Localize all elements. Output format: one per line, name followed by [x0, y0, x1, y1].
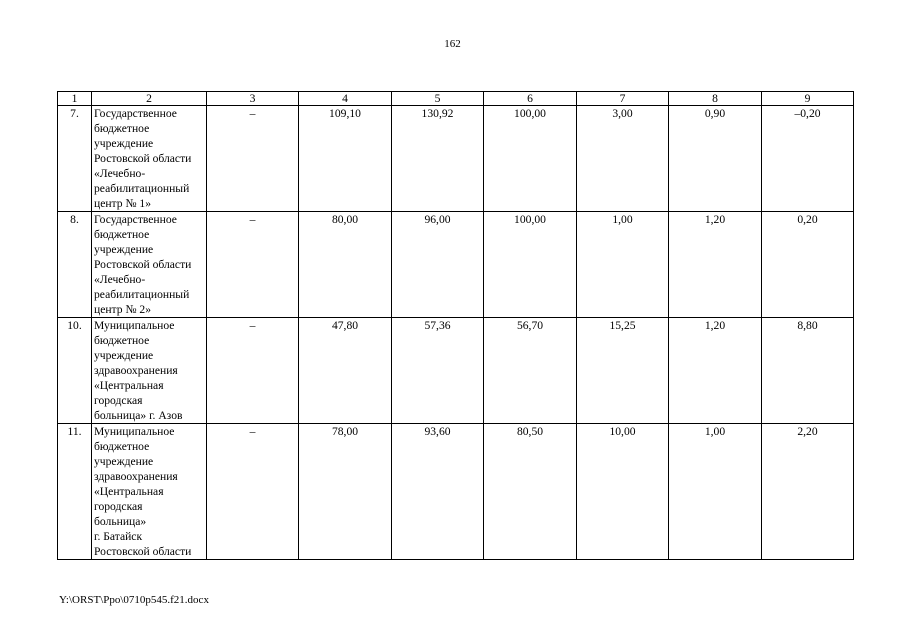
name-line: реабилитационный	[94, 182, 190, 195]
table-row	[58, 212, 854, 318]
name-line: Ростовской области	[94, 152, 192, 165]
name-line: Муниципальное	[94, 319, 175, 332]
name-line: больница»	[94, 515, 147, 528]
column-header: 7	[577, 92, 669, 106]
name-line: «Центральная	[94, 485, 164, 498]
name-line: Государственное	[94, 213, 177, 226]
name-line: Ростовской области	[94, 545, 192, 558]
cell-col8: 1,20	[669, 318, 762, 424]
row-number: 10.	[58, 318, 92, 424]
name-line: Государственное	[94, 107, 177, 120]
name-line: бюджетное	[94, 228, 150, 241]
name-line: центр № 1»	[94, 197, 152, 210]
name-line: учреждение	[94, 137, 154, 150]
cell-col8: 1,00	[669, 424, 762, 560]
cell-col7: 15,25	[577, 318, 669, 424]
data-table	[57, 91, 854, 560]
cell-col6: 100,00	[484, 212, 577, 318]
name-line: здравоохранения	[94, 364, 178, 377]
cell-col5: 93,60	[392, 424, 484, 560]
name-line: учреждение	[94, 349, 154, 362]
name-line: учреждение	[94, 243, 154, 256]
name-line: «Центральная	[94, 379, 164, 392]
cell-col6: 56,70	[484, 318, 577, 424]
name-line: «Лечебно-	[94, 273, 146, 286]
column-header: 2	[92, 92, 207, 106]
cell-col5: 96,00	[392, 212, 484, 318]
name-line: центр № 2»	[94, 303, 152, 316]
institution-name	[92, 212, 207, 318]
name-line: г. Батайск	[94, 530, 143, 543]
cell-col4: 80,00	[299, 212, 392, 318]
name-line: учреждение	[94, 455, 154, 468]
cell-col5: 130,92	[392, 106, 484, 212]
cell-col7: 3,00	[577, 106, 669, 212]
cell-col9: 0,20	[762, 212, 854, 318]
institution-name	[92, 106, 207, 212]
institution-name	[92, 318, 207, 424]
table-row	[58, 424, 854, 560]
row-number: 7.	[58, 106, 92, 212]
column-header: 8	[669, 92, 762, 106]
cell-col5: 57,36	[392, 318, 484, 424]
column-header: 3	[207, 92, 299, 106]
cell-col4: 78,00	[299, 424, 392, 560]
table-row	[58, 106, 854, 212]
name-line: бюджетное	[94, 440, 150, 453]
name-line: бюджетное	[94, 122, 150, 135]
cell-col3: –	[207, 424, 299, 560]
cell-col9: 2,20	[762, 424, 854, 560]
column-header: 5	[392, 92, 484, 106]
cell-col3: –	[207, 106, 299, 212]
cell-col6: 100,00	[484, 106, 577, 212]
name-line: «Лечебно-	[94, 167, 146, 180]
column-header: 1	[58, 92, 92, 106]
cell-col7: 10,00	[577, 424, 669, 560]
institution-name	[92, 424, 207, 560]
cell-col7: 1,00	[577, 212, 669, 318]
column-header: 6	[484, 92, 577, 106]
cell-col4: 109,10	[299, 106, 392, 212]
name-line: здравоохранения	[94, 470, 178, 483]
row-number: 8.	[58, 212, 92, 318]
name-line: бюджетное	[94, 334, 150, 347]
name-line: Муниципальное	[94, 425, 175, 438]
cell-col9: 8,80	[762, 318, 854, 424]
cell-col3: –	[207, 212, 299, 318]
column-header: 4	[299, 92, 392, 106]
page-number: 162	[444, 38, 461, 50]
cell-col8: 0,90	[669, 106, 762, 212]
cell-col3: –	[207, 318, 299, 424]
name-line: городская	[94, 394, 143, 407]
column-header: 9	[762, 92, 854, 106]
name-line: реабилитационный	[94, 288, 190, 301]
table-header-row	[58, 92, 854, 106]
name-line: больница» г. Азов	[94, 409, 183, 422]
name-line: городская	[94, 500, 143, 513]
cell-col8: 1,20	[669, 212, 762, 318]
footer-file-path: Y:\ORST\Ppo\0710p545.f21.docx	[59, 594, 209, 606]
row-number: 11.	[58, 424, 92, 560]
cell-col4: 47,80	[299, 318, 392, 424]
table-row	[58, 318, 854, 424]
name-line: Ростовской области	[94, 258, 192, 271]
cell-col6: 80,50	[484, 424, 577, 560]
cell-col9: –0,20	[762, 106, 854, 212]
